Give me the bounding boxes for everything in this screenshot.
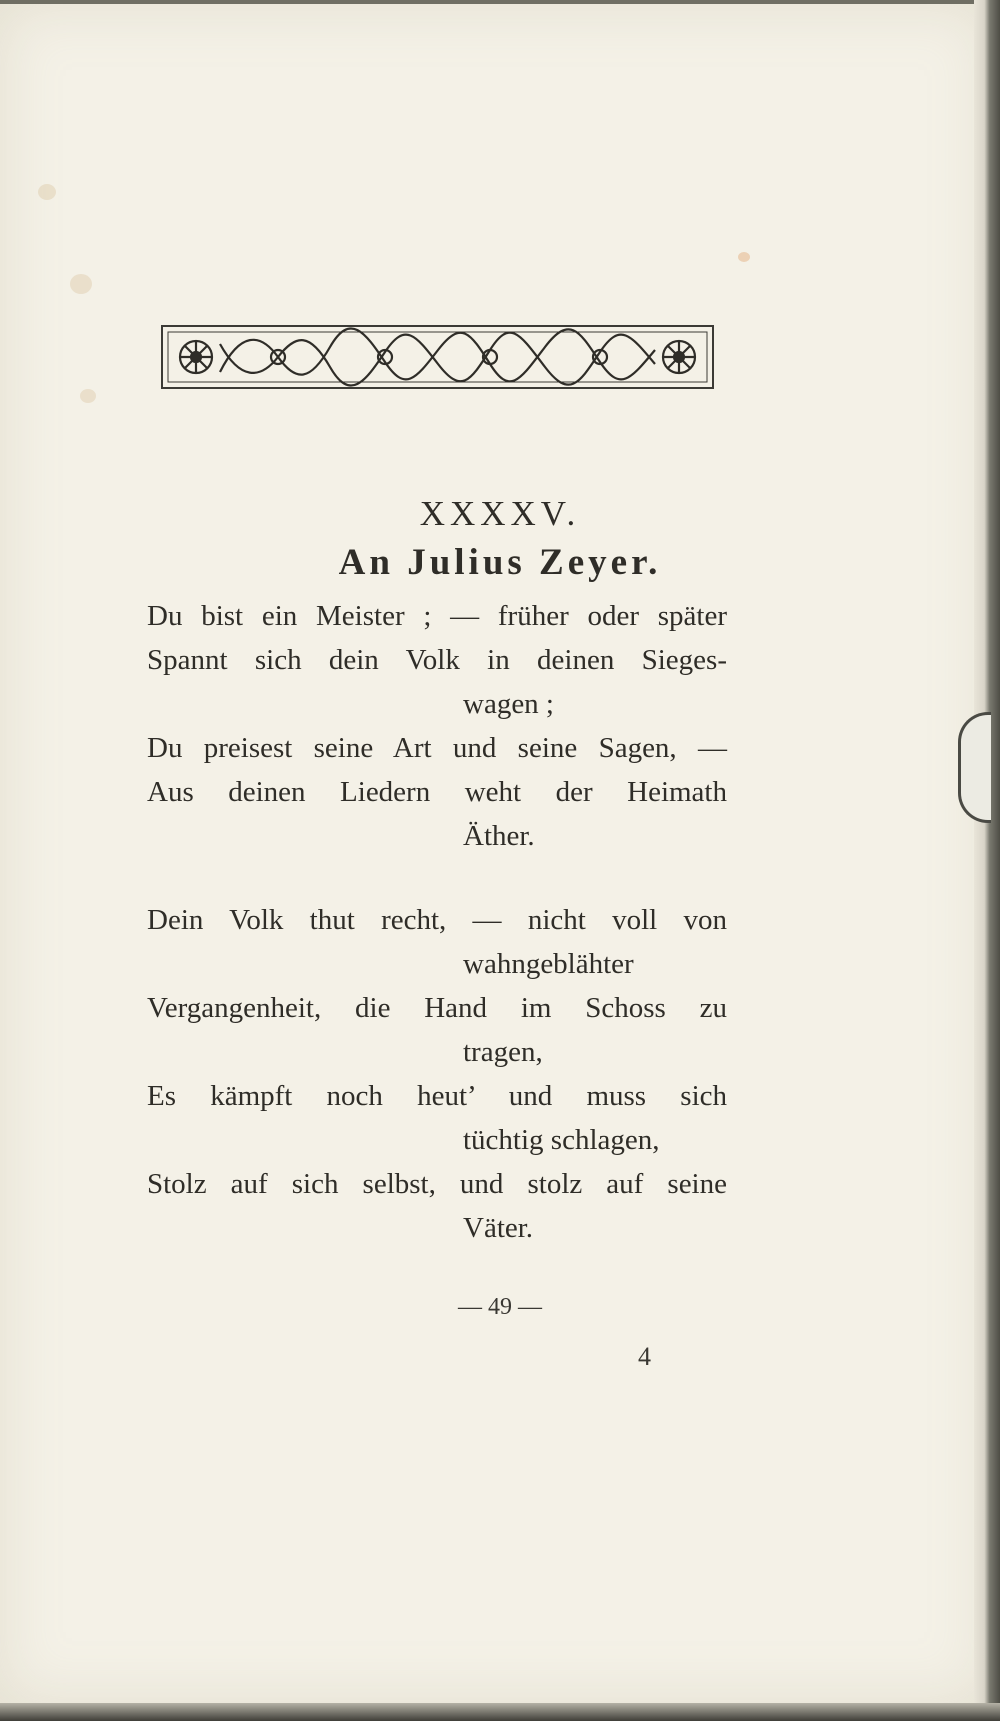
poem-line: Stolz auf sich selbst, und stolz auf seine	[147, 1168, 727, 1200]
poem-line: wagen ;	[463, 688, 554, 720]
poem-body	[147, 594, 727, 1250]
poem-number: XXXXV.	[419, 494, 581, 533]
clip-tab	[958, 712, 991, 823]
poem-line: tragen,	[463, 1036, 543, 1068]
poem-line: wahngeblähter	[463, 948, 634, 980]
poem-line: Du bist ein Meister ; — früher oder später	[147, 600, 727, 632]
poem-line: Äther.	[463, 820, 535, 852]
paper-stain	[70, 274, 92, 294]
page-edge	[974, 0, 1000, 1721]
poem-line: Du preisest seine Art und seine Sagen, —	[147, 732, 727, 764]
poem-line: tüchtig schlagen,	[463, 1124, 660, 1156]
bottom-edge	[0, 1703, 1000, 1721]
signature-mark: 4	[638, 1342, 651, 1371]
poem-line: Dein Volk thut recht, — nicht voll von	[147, 904, 727, 936]
book-page	[0, 4, 990, 1704]
paper-stain	[80, 389, 96, 403]
paper-stain	[38, 184, 56, 200]
poem-line: Vergangenheit, die Hand im Schoss zu	[147, 992, 727, 1024]
poem-line: Es kämpft noch heut’ und muss sich	[147, 1080, 727, 1112]
paper-stain	[738, 252, 750, 262]
poem-line: Väter.	[463, 1212, 534, 1244]
poem-title: An Julius Zeyer.	[338, 542, 662, 583]
stanza-gap	[147, 858, 727, 898]
ornamental-border-icon	[160, 322, 715, 392]
page-number: — 49 —	[458, 1294, 542, 1320]
poem-line: Spannt sich dein Volk in deinen Sieges-	[147, 644, 727, 676]
poem-line: Aus deinen Liedern weht der Heimath	[147, 776, 727, 808]
